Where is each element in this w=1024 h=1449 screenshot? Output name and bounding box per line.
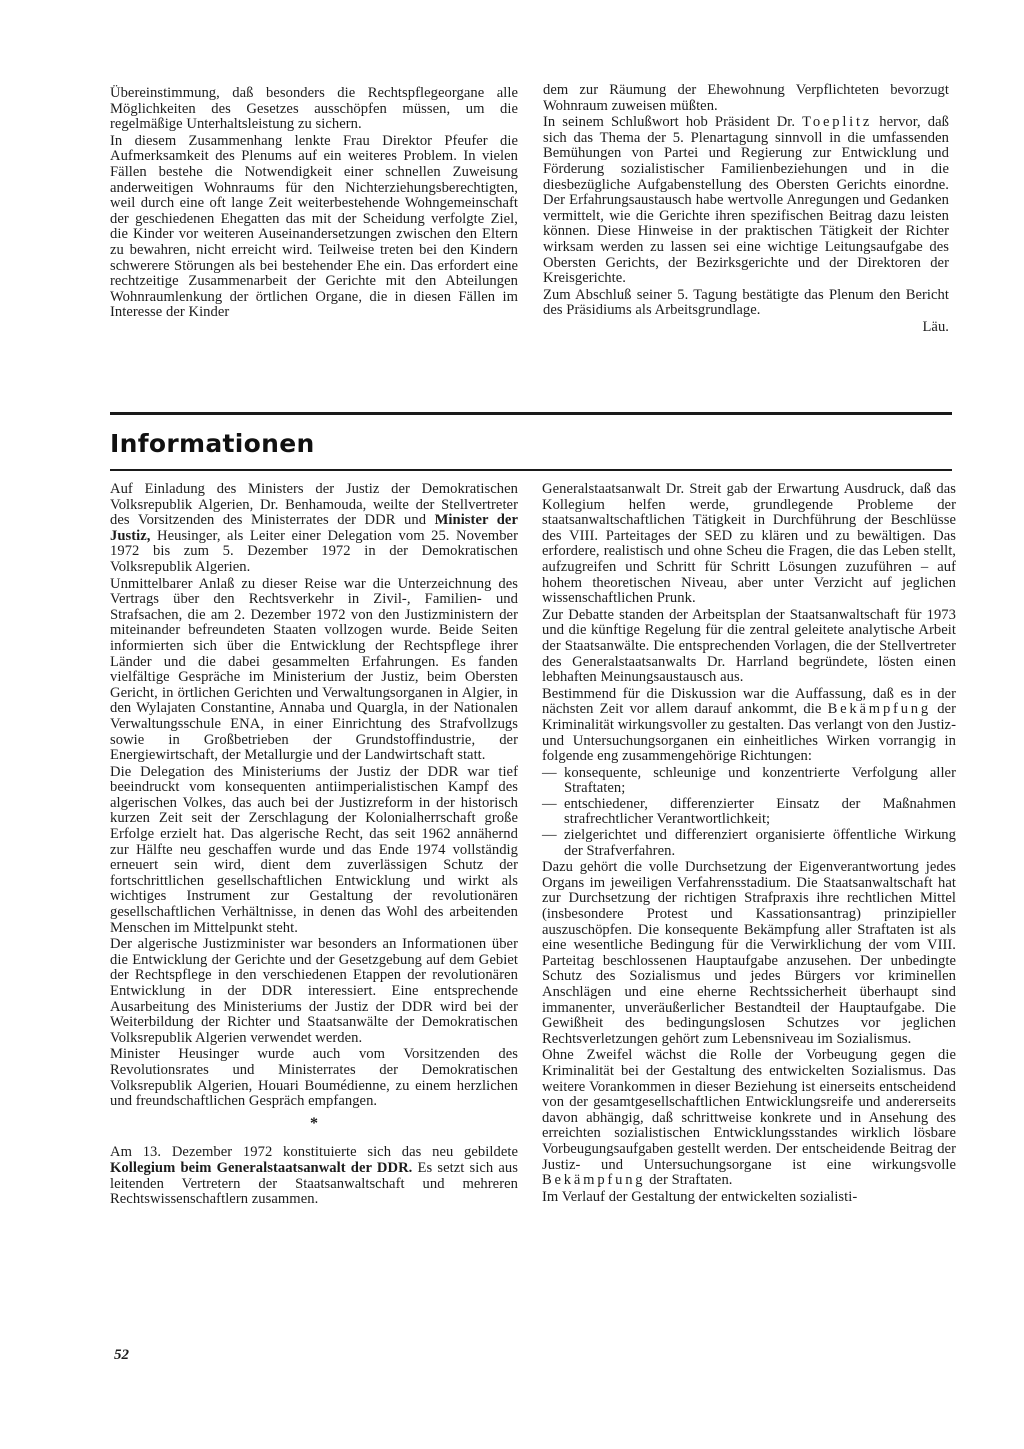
paragraph: Generalstaatsanwalt Dr. Streit gab der Erwartung Ausdruck, daß das Kollegium helfen werde, grundlegende Probleme der staatsanwaltschaftlichen Tätigkeit in Durchführung der Beschlüsse des VIII. Parteitages der SED zu klären und zu bewältigen. Das erfordere, realistisch und ohne Scheu die Fragen, die das Leben stellt, aufzugreifen und Schritt für Schritt Lösungen zuzuführen – auf hohem theoretischen Niveau, aber unter Verzicht auf jeglichen wissenschaftlichen Prunk. [542, 481, 956, 607]
paragraph: Auf Einladung des Ministers der Justiz der Demokratischen Volksrepublik Algerien, Dr. Benhamouda, weilte der Stellvertreter des Vorsitzenden des Ministerrates der DDR und Minister der Justiz, Heusinger, als Leiter einer Delegation vom 25. November 1972 bis zum 5. Dezember 1972 in der Demokratischen Volksrepublik Algerien. [110, 481, 518, 575]
paragraph: In diesem Zusammenhang lenkte Frau Direktor Pfeufer die Aufmerksamkeit des Plenums auf ein weiteres Problem. In vielen Fällen bestehe die Notwendigkeit einer schnellen Zuweisung anderweitigen Wohnraums für den Nichterziehungsberechtigten, weil durch eine oft lange Zeit weiterbestehende Wohngemeinschaft der geschiedenen Ehegatten das mit der Scheidung verfolgte Ziel, die Kinder vor weiteren Auseinandersetzungen zwischen den Eltern zu bewahren, nicht erreicht wird. Teilweise treten bei den Kindern schwerere Störungen als bei bestehender Ehe ein. Das erfordert eine rechtzeitige Zusammenarbeit der Gerichte mit den Abteilungen Wohnraumlenkung der örtlichen Organe, die in diesen Fällen im Interesse der Kinder [110, 132, 518, 321]
author-signoff: Läu. [922, 318, 949, 335]
list-item: — zielgerichtet und differenziert organisierte öffentliche Wirkung der Strafverfahren. [542, 828, 956, 859]
paragraph: Minister Heusinger wurde auch vom Vorsitzenden des Revolutionsrates und Ministerrates der Demokratischen Volksrepublik Algerien, Houari Boumédienne, zu einem herzlichen und freundschaftlichen Gespräch empfangen. [110, 1046, 518, 1110]
list-item: — konsequente, schleunige und konzentrierte Verfolgung aller Straftaten; [542, 766, 956, 797]
paragraph: Bestimmend für die Diskussion war die Auffassung, daß es in der nächsten Zeit vor allem darauf ankommt, die Bekämpfung der Kriminalität wirkungsvoller zu gestalten. Das verlangt von den Justiz- und Untersuchungsorganen ein einheitliches Wirken vorrangig in folgende eng zusammengehörige Richtungen: [542, 685, 956, 765]
spaced-text: Bekämpfung [542, 1172, 646, 1189]
dash-list [542, 766, 956, 860]
section-heading: Informationen [110, 429, 315, 458]
separator-star: * [309, 1114, 319, 1132]
paragraph: In seinem Schlußwort hob Präsident Dr. Toeplitz hervor, daß sich das Thema der 5. Plenartagung sinnvoll in die umfassenden Bemühungen von Partei und Regierung zur Entwicklung und Förderung sozialistischer Familienbeziehungen und in die diesbezügliche Aufgabenstellung des Obersten Gerichts einordne. Der Erfahrungsaustausch habe wertvolle Anregungen und Gedanken vermittelt, wie die Gerichte ihren spezifischen Beitrag dazu leisten können. Diese Hinweise in der praktischen Tätigkeit der Richter wirksam werden zu lassen sei eine wichtige Leitungsaufgabe des Obersten Gerichts, der Bezirksgerichte und der Direktoren der Kreisgerichte. [543, 114, 949, 287]
paragraph: Unmittelbarer Anlaß zu dieser Reise war die Unterzeichnung des Vertrags über den Rechtsverkehr in Zivil-, Familien- und Strafsachen, die am 2. Dezember 1972 von den Justizministern der miteinander befreundeten Staaten vollzogen wurde. Beide Seiten informierten sich über die Entwicklung der Rechtspflege ihrer Länder und die dabei gesammelten Erfahrungen. Es fanden vielfältige Gespräche im Ministerium der Justiz, beim Obersten Gericht, in örtlichen Gerichten und Verwaltungsorganen in Algier, in den Wylajaten Constantine, Annaba und Quargla, in der Nationalen Verwaltungsschule ENA, in einer Einrichtung des Strafvollzugs sowie in Großbetrieben der Grundstoffindustrie, der Energiewirtschaft, der Metallurgie und der Landwirtschaft statt. [110, 575, 518, 764]
paragraph: Am 13. Dezember 1972 konstituierte sich das neu gebildete Kollegium beim Generalstaatsanwalt der DDR. Es setzt sich aus leitenden Vertretern der Staatsanwaltschaft und mehreren Rechtswissenschaftlern zusammen. [110, 1144, 518, 1208]
section-rule-top [110, 412, 952, 415]
list-item: — entschiedener, differenzierter Einsatz der Maßnahmen strafrechtlicher Verantwortlichkeit; [542, 797, 956, 828]
bold-text: Kollegium beim Generalstaatsanwalt der DDR. [110, 1159, 413, 1176]
bold-text: Minister der Justiz, [110, 512, 518, 544]
top-right-column [543, 83, 949, 337]
paragraph: Der algerische Justizminister war besonders an Informationen über die Entwicklung der Gerichte und der Gesetzgebung auf dem Gebiet der Rechtspflege in den verschiedenen Etappen der revolutionären Entwicklung in der DDR interessiert. Eine entsprechende Ausarbeitung des Ministeriums der Justiz der DDR wird bei der Weiterbildung der Richter und Staatsanwälte der Demokratischen Volksrepublik Algerien verwendet werden. [110, 936, 518, 1046]
bottom-right-column [542, 482, 956, 1206]
paragraph: Zur Debatte standen der Arbeitsplan der Staatsanwaltschaft für 1973 und die künftige Regelung für die zentral geleitete analytische Arbeit der Staatsanwälte. Die entsprechenden Vorlagen, die der Stellvertreter des Generalstaatsanwalts Dr. Harrland begründete, lösten einen lebhaften Meinungsaustausch aus. [542, 606, 956, 686]
paragraph: Ohne Zweifel wächst die Rolle der Vorbeugung gegen die Kriminalität bei der Gestaltung des entwickelten Sozialismus. Das weitere Vorankommen in dieser Beziehung ist einerseits entscheidend von der gesamtgesellschaftlichen Entwicklungsreife und andererseits davon abhängig, daß schrittweise konkrete und in Ansehung des erreichten sozialistischen Entwicklungsstandes wirklich lösbare Vorbeugungsaufgaben gestellt werden. Der entscheidende Beitrag der Justiz- und Untersuchungsorgane ist eine wirkungsvolle Bekämpfung der Straftaten. [542, 1047, 956, 1189]
section-rule-bottom [110, 469, 952, 471]
paragraph: dem zur Räumung der Ehewohnung Verpflichteten bevorzugt Wohnraum zuweisen müßten. [543, 82, 949, 114]
paragraph: Im Verlauf der Gestaltung der entwickelten sozialisti- [542, 1188, 858, 1205]
spaced-text: Bekämpfung [827, 701, 931, 718]
paragraph: Übereinstimmung, daß besonders die Rechtspflegeorgane alle Möglichkeiten des Gesetzes ausschöpfen müssen, um die regelmäßige Unterhaltsleistung zu sichern. [110, 85, 518, 133]
top-left-column [110, 86, 518, 322]
paragraph: Die Delegation des Ministeriums der Justiz der DDR war tief beeindruckt vom konsequenten antiimperialistischen Kampf des algerischen Volkes, das auch bei der Justizreform in der historisch kurzen Zeit seit der Zerschlagung der Kolonialherrschaft große Erfolge erzielt hat. Das algerische Recht, das seit 1962 annähernd zur Hälfte neu geschaffen wurde und das Ende 1974 vollständig erneuert sein wird, dient dem zuverlässigen Schutz der fortschrittlichen gesellschaftlichen Entwicklung und wirkt als wichtiges Instrument zur Gestaltung der revolutionären gesellschaftlichen Verhältnisse, in denen das Wohl des arbeitenden Menschen im Mittelpunkt steht. [110, 763, 518, 936]
bottom-left-column [110, 482, 518, 1209]
page-number: 52 [114, 1347, 129, 1363]
spaced-name: Toeplitz [802, 114, 873, 131]
paragraph: Zum Abschluß seiner 5. Tagung bestätigte das Plenum den Bericht des Präsidiums als Arbeitsgrundlage. [543, 286, 949, 319]
paragraph: Dazu gehört die volle Durchsetzung der Eigenverantwortung jedes Organs im jeweiligen Verfahrensstadium. Die Staatsanwaltschaft hat zur Durchsetzung der richtigen Strafpraxis ihre rechtlichen Mittel (insbesondere Protest und Kassationsantrag) prinzipieller auszuschöpfen. Die konsequente Bekämpfung aller Straftaten ist als eine wesentliche Bedingung für die Verwirklichung der vom VIII. Parteitag beschlossenen Hauptaufgabe anzusehen. Der unbedingte Schutz des Sozialismus und jedes Bürgers vor kriminellen Anschlägen und eine eherne Rechtssicherheit überhaupt sind immanenter, unveräußerlicher Bestandteil der Hauptaufgabe. Die Gewißheit des bedingungslosen Schutzes vor jeglichen Rechtsverletzungen gehört zum Lebensniveau im Sozialismus. [542, 859, 956, 1047]
